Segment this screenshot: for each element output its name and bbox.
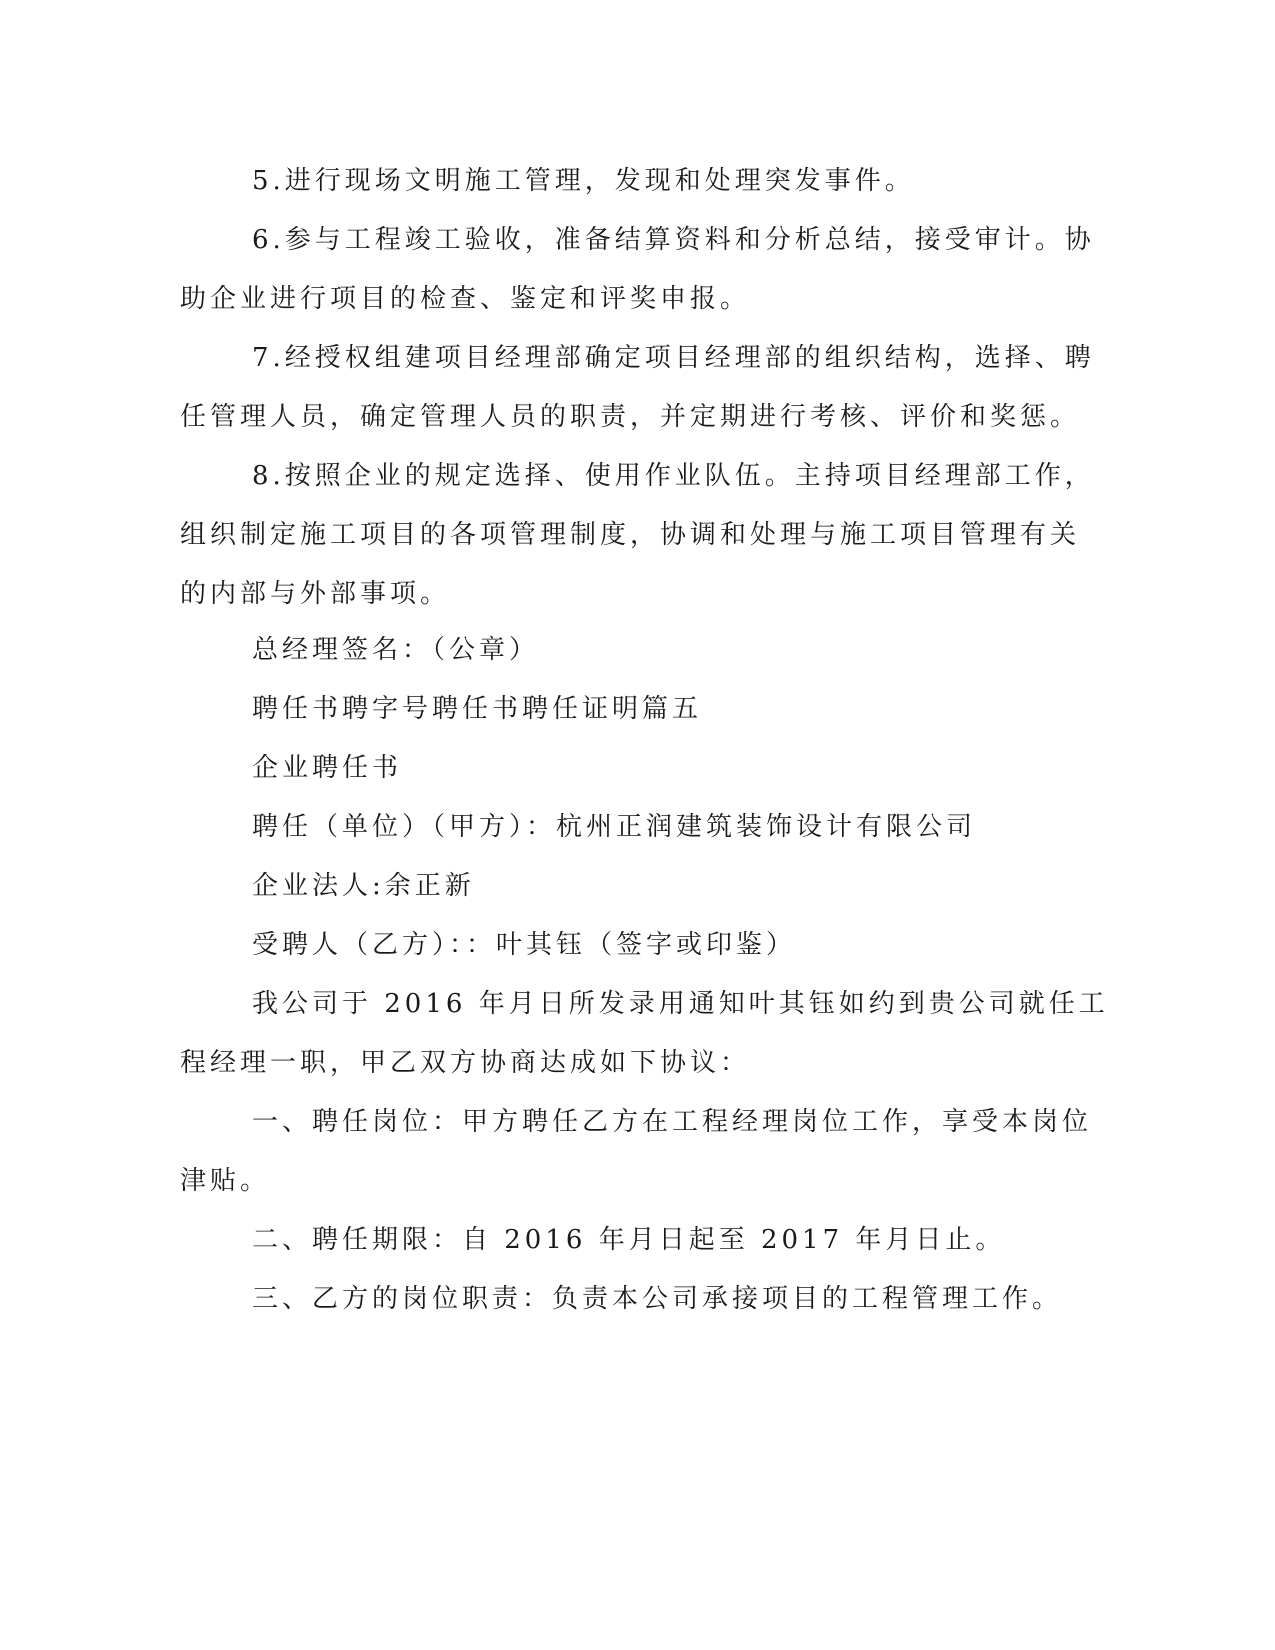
- text-line: 程经理一职，甲乙双方协商达成如下协议：: [180, 1048, 751, 1078]
- text-line: 的内部与外部事项。: [180, 579, 451, 609]
- text-line: 8.按照企业的规定选择、使用作业队伍。主持项目经理部工作，: [252, 461, 1095, 491]
- text-line: 任管理人员，确定管理人员的职责，并定期进行考核、评价和奖惩。: [180, 402, 1081, 432]
- text-line: 企业法人:余正新: [252, 871, 475, 901]
- text-line: 聘任（单位）（甲方）：杭州正润建筑装饰设计有限公司: [252, 812, 977, 842]
- text-line: 一、聘任岗位：甲方聘任乙方在工程经理岗位工作，享受本岗位: [252, 1107, 1093, 1137]
- text-line: 二、聘任期限：自 2016 年月日起至 2017 年月日止。: [252, 1225, 1006, 1255]
- text-line: 三、乙方的岗位职责：负责本公司承接项目的工程管理工作。: [252, 1284, 1063, 1314]
- text-line: 企业聘任书: [252, 753, 403, 783]
- text-line: 助企业进行项目的检查、鉴定和评奖申报。: [180, 284, 751, 314]
- text-line: 津贴。: [180, 1166, 271, 1196]
- text-line: 聘任书聘字号聘任书聘任证明篇五: [252, 694, 703, 724]
- text-line: 总经理签名：（公章）: [252, 635, 540, 665]
- text-line: 6.参与工程竣工验收，准备结算资料和分析总结，接受审计。协: [252, 225, 1095, 255]
- text-line: 组织制定施工项目的各项管理制度，协调和处理与施工项目管理有关: [180, 520, 1081, 550]
- text-line: 我公司于 2016 年月日所发录用通知叶其钰如约到贵公司就任工: [252, 989, 1109, 1019]
- text-line: 受聘人（乙方）：：叶其钰（签字或印鉴）: [252, 930, 797, 960]
- text-line: 7.经授权组建项目经理部确定项目经理部的组织结构，选择、聘: [252, 343, 1095, 373]
- text-line: 5.进行现场文明施工管理，发现和处理突发事件。: [252, 166, 915, 196]
